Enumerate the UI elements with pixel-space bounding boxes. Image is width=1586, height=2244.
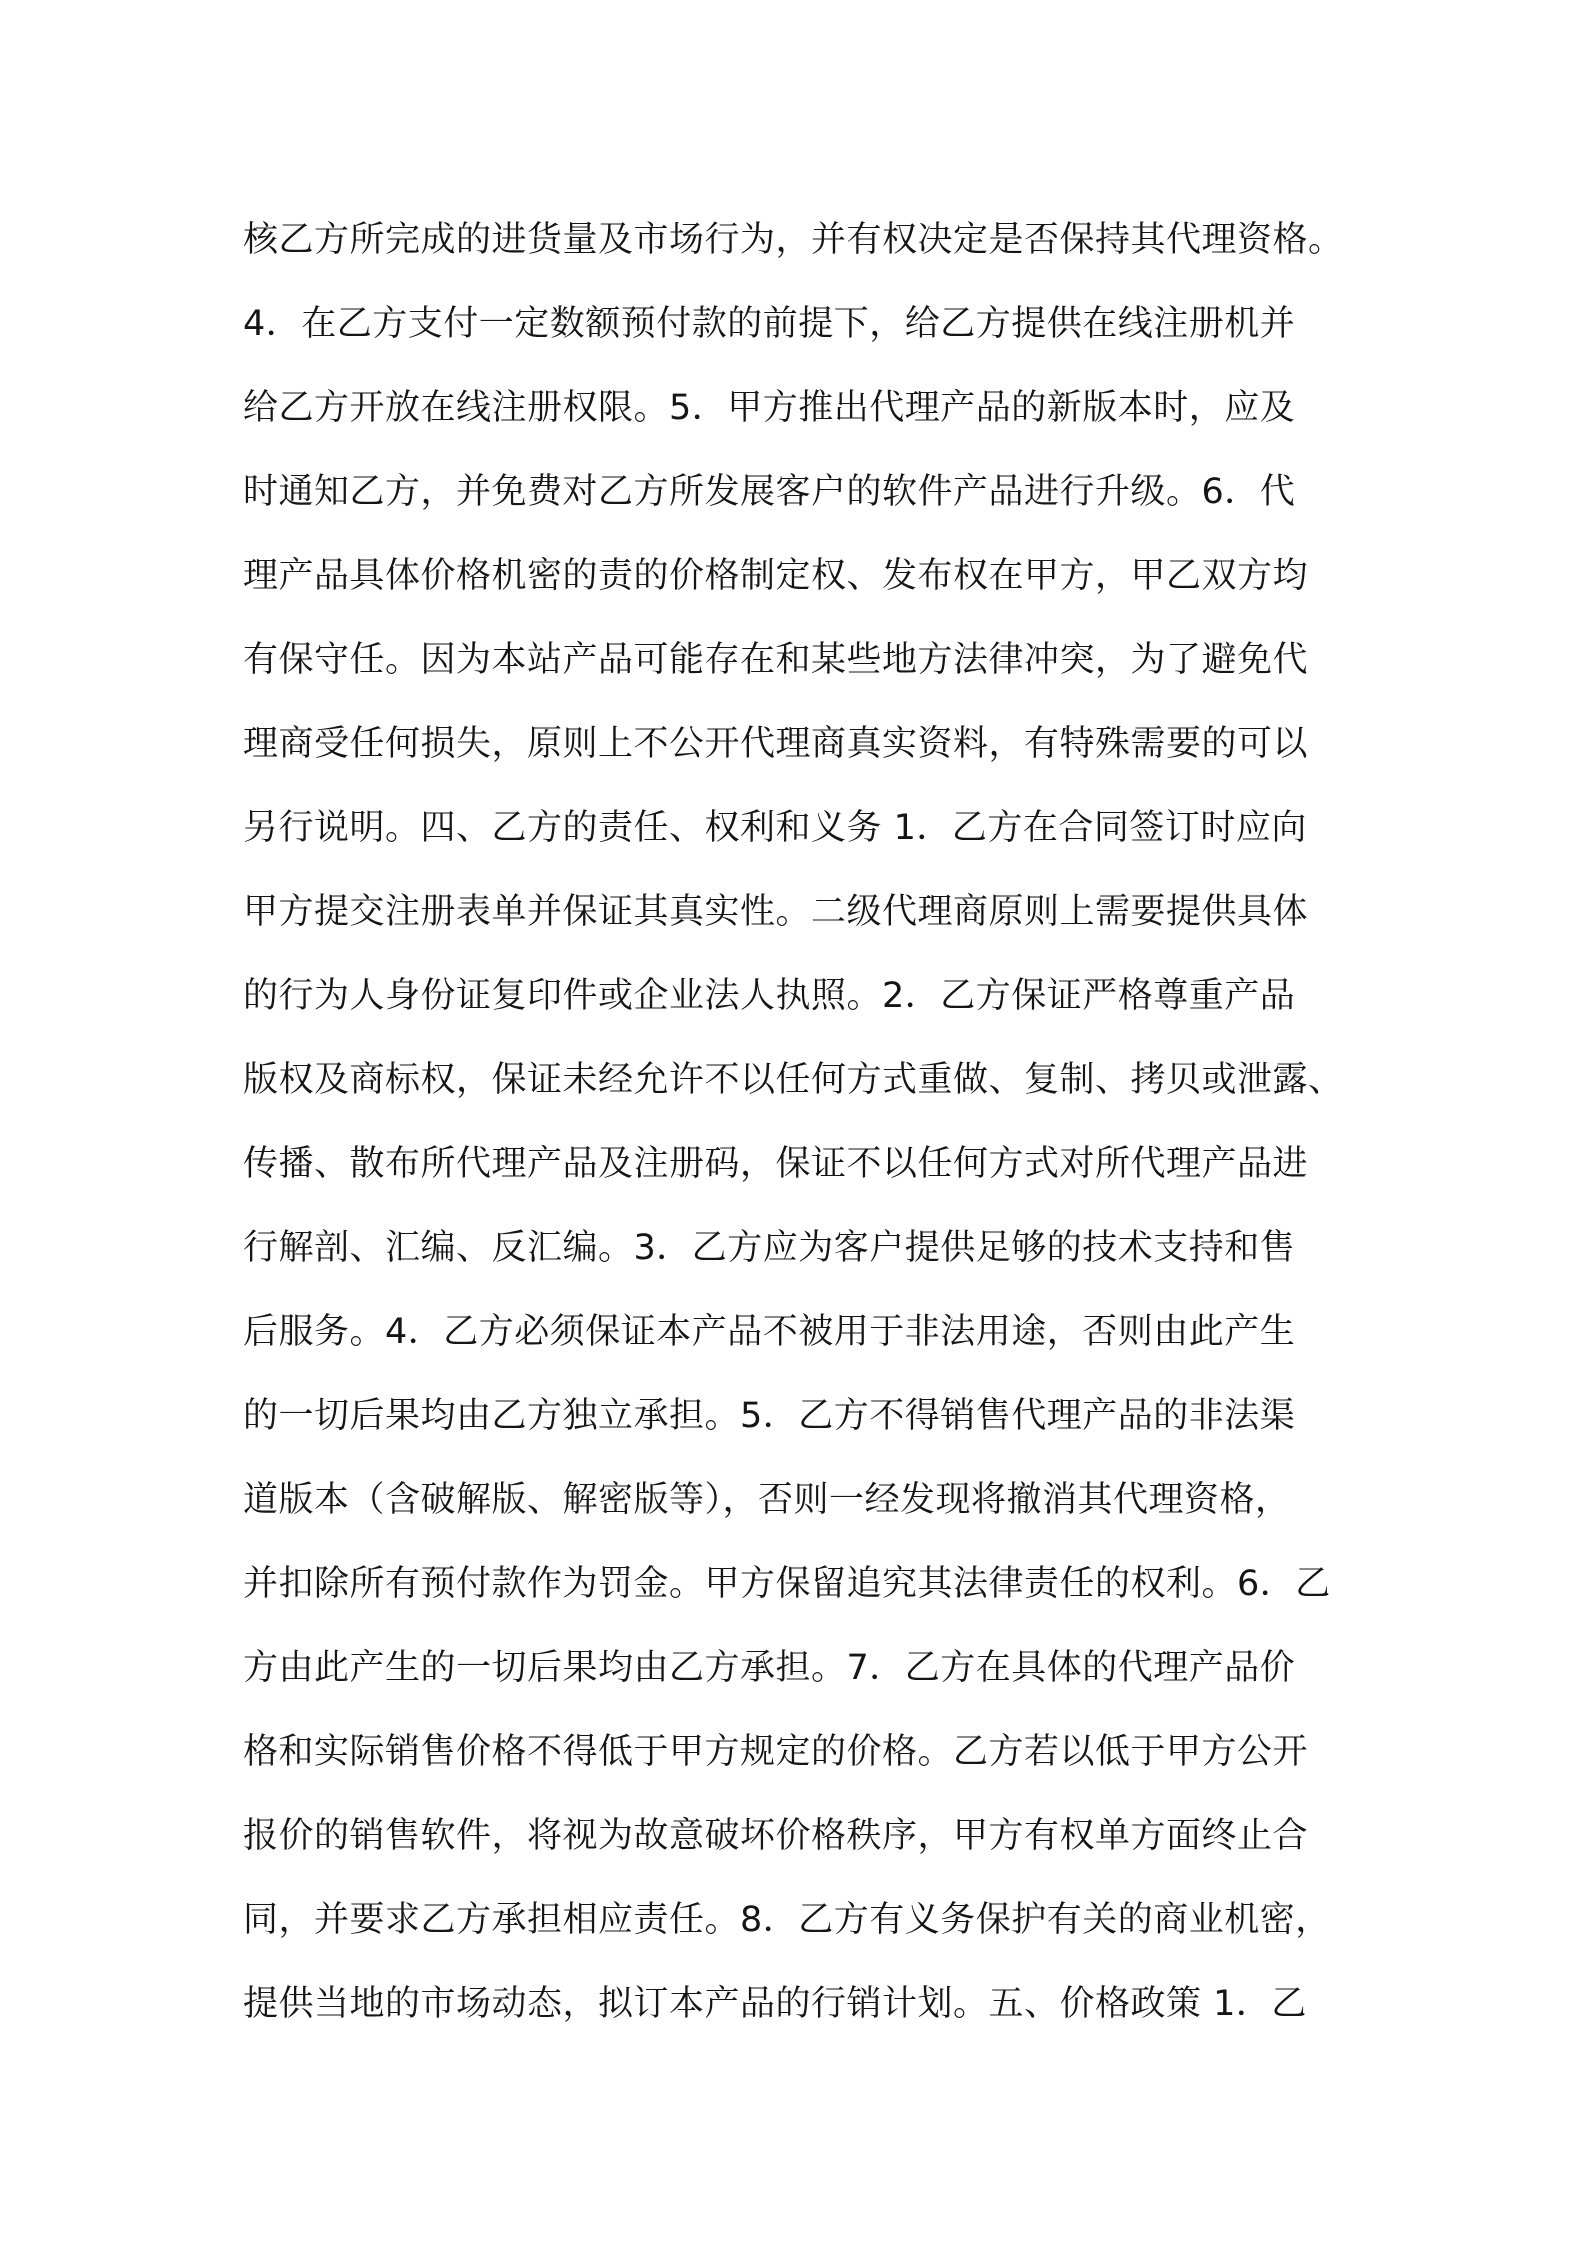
text-line: 传播、散布所代理产品及注册码，保证不以任何方式对所代理产品进 (243, 1144, 1309, 1184)
text-line: 给乙方开放在线注册权限。5．甲方推出代理产品的新版本时，应及 (243, 388, 1296, 428)
text-line: 另行说明。四、乙方的责任、权利和义务 1．乙方在合同签订时应向 (243, 808, 1307, 848)
text-line: 并扣除所有预付款作为罚金。甲方保留追究其法律责任的权利。6．乙 (243, 1564, 1331, 1604)
text-line: 方由此产生的一切后果均由乙方承担。7．乙方在具体的代理产品价 (243, 1648, 1296, 1688)
document-body (243, 198, 1373, 2046)
text-line: 的行为人身份证复印件或企业法人执照。2．乙方保证严格尊重产品 (243, 976, 1296, 1016)
text-line: 行解剖、汇编、反汇编。3．乙方应为客户提供足够的技术支持和售 (243, 1228, 1296, 1268)
text-line: 理商受任何损失，原则上不公开代理商真实资料，有特殊需要的可以 (243, 724, 1309, 764)
text-line: 同，并要求乙方承担相应责任。8．乙方有义务保护有关的商业机密， (243, 1900, 1331, 1940)
text-line: 后服务。4．乙方必须保证本产品不被用于非法用途，否则由此产生 (243, 1312, 1296, 1352)
text-line: 4．在乙方支付一定数额预付款的前提下，给乙方提供在线注册机并 (243, 304, 1296, 344)
text-line: 提供当地的市场动态，拟订本产品的行销计划。五、价格政策 1．乙 (243, 1984, 1307, 2024)
text-line: 格和实际销售价格不得低于甲方规定的价格。乙方若以低于甲方公开 (243, 1732, 1309, 1772)
text-line: 甲方提交注册表单并保证其真实性。二级代理商原则上需要提供具体 (243, 892, 1309, 932)
text-line: 版权及商标权，保证未经允许不以任何方式重做、复制、拷贝或泄露、 (243, 1060, 1344, 1100)
text-line: 时通知乙方，并免费对乙方所发展客户的软件产品进行升级。6．代 (243, 472, 1296, 512)
text-line: 道版本（含破解版、解密版等），否则一经发现将撤消其代理资格， (243, 1480, 1291, 1520)
text-line: 有保守任。因为本站产品可能存在和某些地方法律冲突，为了避免代 (243, 640, 1309, 680)
text-line: 的一切后果均由乙方独立承担。5．乙方不得销售代理产品的非法渠 (243, 1396, 1296, 1436)
text-line: 核乙方所完成的进货量及市场行为，并有权决定是否保持其代理资格。 (243, 220, 1344, 260)
text-line: 理产品具体价格机密的责的价格制定权、发布权在甲方，甲乙双方均 (243, 556, 1309, 596)
text-line: 报价的销售软件，将视为故意破坏价格秩序，甲方有权单方面终止合 (243, 1816, 1309, 1856)
